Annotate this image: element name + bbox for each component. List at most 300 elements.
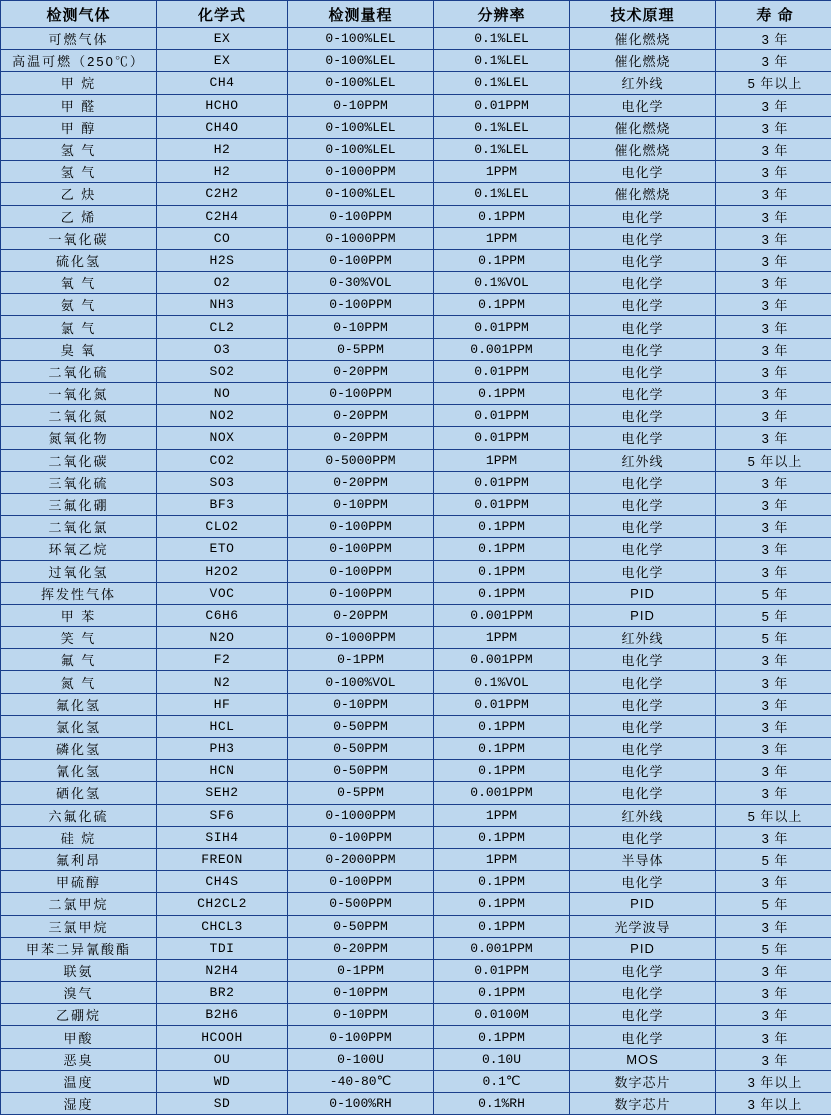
cell-technology: 催化燃烧 xyxy=(570,116,716,138)
cell-technology: MOS xyxy=(570,1048,716,1070)
cell-technology: 电化学 xyxy=(570,205,716,227)
cell-range: 0-1000PPM xyxy=(288,804,434,826)
cell-lifetime: 3 年 xyxy=(716,560,831,582)
cell-range: 0-20PPM xyxy=(288,360,434,382)
cell-formula: ETO xyxy=(157,538,288,560)
column-header-range: 检测量程 xyxy=(288,1,434,28)
cell-range: 0-20PPM xyxy=(288,471,434,493)
cell-technology: 数字芯片 xyxy=(570,1093,716,1115)
cell-gas-name: 湿度 xyxy=(1,1093,157,1115)
cell-range: 0-100PPM xyxy=(288,826,434,848)
cell-resolution: 0.1PPM xyxy=(434,760,570,782)
cell-lifetime: 5 年以上 xyxy=(716,72,831,94)
cell-lifetime: 5 年 xyxy=(716,604,831,626)
cell-formula: CH2CL2 xyxy=(157,893,288,915)
cell-range: 0-5PPM xyxy=(288,338,434,360)
cell-resolution: 0.1PPM xyxy=(434,516,570,538)
table-row xyxy=(1,937,831,959)
cell-technology: 电化学 xyxy=(570,94,716,116)
cell-lifetime: 3 年 xyxy=(716,516,831,538)
cell-formula: CO2 xyxy=(157,449,288,471)
cell-resolution: 0.1%LEL xyxy=(434,28,570,50)
cell-formula: H2S xyxy=(157,249,288,271)
cell-technology: 电化学 xyxy=(570,649,716,671)
cell-lifetime: 3 年 xyxy=(716,272,831,294)
cell-formula: H2 xyxy=(157,138,288,160)
cell-range: 0-100%LEL xyxy=(288,28,434,50)
cell-gas-name: 氰化氢 xyxy=(1,760,157,782)
cell-gas-name: 氮氧化物 xyxy=(1,427,157,449)
cell-resolution: 0.01PPM xyxy=(434,693,570,715)
cell-gas-name: 氟 气 xyxy=(1,649,157,671)
cell-range: 0-100PPM xyxy=(288,1026,434,1048)
table-header-row xyxy=(1,1,831,28)
cell-formula: B2H6 xyxy=(157,1004,288,1026)
cell-range: 0-20PPM xyxy=(288,427,434,449)
cell-resolution: 0.1PPM xyxy=(434,560,570,582)
cell-resolution: 0.1℃ xyxy=(434,1070,570,1092)
cell-gas-name: 二氧化氯 xyxy=(1,516,157,538)
table-row xyxy=(1,471,831,493)
cell-lifetime: 3 年 xyxy=(716,538,831,560)
table-row xyxy=(1,560,831,582)
cell-resolution: 0.1PPM xyxy=(434,249,570,271)
cell-lifetime: 3 年 xyxy=(716,1004,831,1026)
cell-formula: SEH2 xyxy=(157,782,288,804)
cell-lifetime: 3 年 xyxy=(716,338,831,360)
cell-formula: C2H2 xyxy=(157,183,288,205)
cell-gas-name: 硒化氢 xyxy=(1,782,157,804)
cell-resolution: 0.01PPM xyxy=(434,471,570,493)
cell-gas-name: 恶臭 xyxy=(1,1048,157,1070)
cell-technology: 电化学 xyxy=(570,405,716,427)
table-row xyxy=(1,738,831,760)
cell-range: 0-100%LEL xyxy=(288,116,434,138)
cell-lifetime: 5 年以上 xyxy=(716,449,831,471)
cell-technology: 数字芯片 xyxy=(570,1070,716,1092)
cell-lifetime: 3 年 xyxy=(716,94,831,116)
cell-range: 0-50PPM xyxy=(288,738,434,760)
cell-resolution: 0.001PPM xyxy=(434,937,570,959)
cell-resolution: 0.1%VOL xyxy=(434,272,570,294)
table-row xyxy=(1,693,831,715)
cell-formula: H2 xyxy=(157,161,288,183)
cell-technology: 电化学 xyxy=(570,871,716,893)
cell-resolution: 0.10U xyxy=(434,1048,570,1070)
cell-technology: 电化学 xyxy=(570,760,716,782)
cell-lifetime: 3 年 xyxy=(716,649,831,671)
cell-technology: 电化学 xyxy=(570,560,716,582)
table-row xyxy=(1,360,831,382)
cell-formula: NO xyxy=(157,383,288,405)
cell-formula: HCOOH xyxy=(157,1026,288,1048)
cell-resolution: 0.1PPM xyxy=(434,383,570,405)
cell-technology: 红外线 xyxy=(570,627,716,649)
cell-formula: CH4 xyxy=(157,72,288,94)
column-header-technology: 技术原理 xyxy=(570,1,716,28)
cell-lifetime: 5 年 xyxy=(716,627,831,649)
cell-resolution: 0.001PPM xyxy=(434,649,570,671)
cell-resolution: 0.01PPM xyxy=(434,94,570,116)
cell-gas-name: 六氟化硫 xyxy=(1,804,157,826)
cell-technology: 电化学 xyxy=(570,427,716,449)
cell-gas-name: 乙 烯 xyxy=(1,205,157,227)
cell-lifetime: 3 年 xyxy=(716,227,831,249)
cell-resolution: 0.001PPM xyxy=(434,604,570,626)
cell-gas-name: 可燃气体 xyxy=(1,28,157,50)
cell-resolution: 0.1PPM xyxy=(434,915,570,937)
cell-gas-name: 过氧化氢 xyxy=(1,560,157,582)
table-row xyxy=(1,249,831,271)
cell-gas-name: 三氯甲烷 xyxy=(1,915,157,937)
cell-range: 0-50PPM xyxy=(288,915,434,937)
cell-gas-name: 氢 气 xyxy=(1,161,157,183)
cell-formula: PH3 xyxy=(157,738,288,760)
table-row xyxy=(1,493,831,515)
cell-formula: HCL xyxy=(157,715,288,737)
table-row xyxy=(1,804,831,826)
cell-gas-name: 挥发性气体 xyxy=(1,582,157,604)
cell-formula: N2H4 xyxy=(157,959,288,981)
table-row xyxy=(1,338,831,360)
cell-range: 0-100PPM xyxy=(288,582,434,604)
cell-formula: C2H4 xyxy=(157,205,288,227)
cell-formula: EX xyxy=(157,28,288,50)
cell-resolution: 0.1PPM xyxy=(434,1026,570,1048)
cell-technology: PID xyxy=(570,893,716,915)
cell-formula: N2 xyxy=(157,671,288,693)
table-row xyxy=(1,1026,831,1048)
cell-resolution: 0.1PPM xyxy=(434,826,570,848)
cell-lifetime: 3 年 xyxy=(716,405,831,427)
cell-technology: 电化学 xyxy=(570,738,716,760)
cell-gas-name: 氟利昂 xyxy=(1,848,157,870)
cell-technology: PID xyxy=(570,937,716,959)
cell-gas-name: 磷化氢 xyxy=(1,738,157,760)
cell-range: 0-100PPM xyxy=(288,249,434,271)
cell-resolution: 0.1PPM xyxy=(434,871,570,893)
cell-range: 0-20PPM xyxy=(288,937,434,959)
cell-formula: BF3 xyxy=(157,493,288,515)
cell-gas-name: 二氯甲烷 xyxy=(1,893,157,915)
cell-technology: 红外线 xyxy=(570,449,716,471)
table-row xyxy=(1,383,831,405)
cell-formula: CLO2 xyxy=(157,516,288,538)
cell-technology: 光学波导 xyxy=(570,915,716,937)
cell-range: 0-100PPM xyxy=(288,516,434,538)
cell-technology: 电化学 xyxy=(570,982,716,1004)
cell-resolution: 0.1PPM xyxy=(434,738,570,760)
cell-lifetime: 3 年 xyxy=(716,671,831,693)
cell-technology: 催化燃烧 xyxy=(570,50,716,72)
cell-range: 0-5000PPM xyxy=(288,449,434,471)
cell-resolution: 1PPM xyxy=(434,848,570,870)
cell-formula: BR2 xyxy=(157,982,288,1004)
column-header-lifetime: 寿 命 xyxy=(716,1,831,28)
table-row xyxy=(1,28,831,50)
cell-range: 0-100%LEL xyxy=(288,138,434,160)
table-row xyxy=(1,50,831,72)
table-row xyxy=(1,715,831,737)
cell-lifetime: 3 年 xyxy=(716,116,831,138)
cell-resolution: 0.1%RH xyxy=(434,1093,570,1115)
cell-technology: 电化学 xyxy=(570,360,716,382)
cell-technology: 电化学 xyxy=(570,493,716,515)
cell-technology: 催化燃烧 xyxy=(570,183,716,205)
cell-formula: WD xyxy=(157,1070,288,1092)
cell-lifetime: 5 年 xyxy=(716,937,831,959)
cell-gas-name: 甲酸 xyxy=(1,1026,157,1048)
cell-formula: FREON xyxy=(157,848,288,870)
cell-range: 0-10PPM xyxy=(288,316,434,338)
cell-range: 0-2000PPM xyxy=(288,848,434,870)
cell-lifetime: 3 年 xyxy=(716,471,831,493)
cell-formula: CL2 xyxy=(157,316,288,338)
cell-gas-name: 氟化氢 xyxy=(1,693,157,715)
cell-gas-name: 三氧化硫 xyxy=(1,471,157,493)
cell-lifetime: 3 年 xyxy=(716,294,831,316)
cell-formula: VOC xyxy=(157,582,288,604)
cell-gas-name: 氧 气 xyxy=(1,272,157,294)
cell-gas-name: 氢 气 xyxy=(1,138,157,160)
cell-lifetime: 3 年 xyxy=(716,826,831,848)
cell-range: 0-30%VOL xyxy=(288,272,434,294)
cell-formula: NO2 xyxy=(157,405,288,427)
table-body xyxy=(1,28,831,1115)
cell-lifetime: 5 年 xyxy=(716,582,831,604)
cell-lifetime: 3 年 xyxy=(716,161,831,183)
cell-technology: 电化学 xyxy=(570,516,716,538)
cell-technology: 电化学 xyxy=(570,538,716,560)
cell-technology: 电化学 xyxy=(570,316,716,338)
cell-range: 0-1PPM xyxy=(288,649,434,671)
table-row xyxy=(1,538,831,560)
cell-formula: HCN xyxy=(157,760,288,782)
cell-resolution: 1PPM xyxy=(434,449,570,471)
cell-resolution: 0.01PPM xyxy=(434,405,570,427)
cell-technology: 电化学 xyxy=(570,272,716,294)
cell-gas-name: 温度 xyxy=(1,1070,157,1092)
cell-lifetime: 3 年 xyxy=(716,427,831,449)
cell-technology: 电化学 xyxy=(570,1026,716,1048)
cell-range: 0-1000PPM xyxy=(288,161,434,183)
cell-lifetime: 3 年 xyxy=(716,782,831,804)
cell-lifetime: 3 年 xyxy=(716,738,831,760)
cell-gas-name: 二氧化碳 xyxy=(1,449,157,471)
table-row xyxy=(1,449,831,471)
cell-formula: H2O2 xyxy=(157,560,288,582)
cell-technology: 电化学 xyxy=(570,161,716,183)
cell-gas-name: 乙 炔 xyxy=(1,183,157,205)
cell-resolution: 0.1%LEL xyxy=(434,138,570,160)
table-row xyxy=(1,183,831,205)
cell-lifetime: 5 年 xyxy=(716,893,831,915)
cell-technology: PID xyxy=(570,582,716,604)
cell-gas-name: 一氧化碳 xyxy=(1,227,157,249)
cell-formula: CH4O xyxy=(157,116,288,138)
cell-technology: 电化学 xyxy=(570,826,716,848)
cell-lifetime: 3 年 xyxy=(716,493,831,515)
cell-resolution: 0.1PPM xyxy=(434,582,570,604)
cell-resolution: 0.1PPM xyxy=(434,893,570,915)
table-row xyxy=(1,116,831,138)
cell-formula: CO xyxy=(157,227,288,249)
cell-lifetime: 3 年 xyxy=(716,915,831,937)
cell-formula: SIH4 xyxy=(157,826,288,848)
table-row xyxy=(1,671,831,693)
cell-range: 0-10PPM xyxy=(288,693,434,715)
cell-formula: CHCL3 xyxy=(157,915,288,937)
table-row xyxy=(1,871,831,893)
cell-range: 0-1PPM xyxy=(288,959,434,981)
cell-formula: SO2 xyxy=(157,360,288,382)
cell-resolution: 0.1PPM xyxy=(434,538,570,560)
cell-formula: CH4S xyxy=(157,871,288,893)
table-row xyxy=(1,1048,831,1070)
cell-lifetime: 3 年 xyxy=(716,360,831,382)
cell-gas-name: 硅 烷 xyxy=(1,826,157,848)
cell-gas-name: 臭 氧 xyxy=(1,338,157,360)
cell-resolution: 1PPM xyxy=(434,161,570,183)
cell-lifetime: 3 年 xyxy=(716,1026,831,1048)
table-row xyxy=(1,760,831,782)
column-header-gas-name: 检测气体 xyxy=(1,1,157,28)
cell-technology: 电化学 xyxy=(570,294,716,316)
table-row xyxy=(1,316,831,338)
table-row xyxy=(1,893,831,915)
cell-gas-name: 乙硼烷 xyxy=(1,1004,157,1026)
cell-resolution: 0.01PPM xyxy=(434,427,570,449)
cell-resolution: 0.001PPM xyxy=(434,338,570,360)
cell-technology: 红外线 xyxy=(570,804,716,826)
table-row xyxy=(1,294,831,316)
cell-lifetime: 3 年 xyxy=(716,760,831,782)
cell-resolution: 0.1PPM xyxy=(434,294,570,316)
table-row xyxy=(1,982,831,1004)
cell-formula: O3 xyxy=(157,338,288,360)
cell-range: 0-20PPM xyxy=(288,604,434,626)
cell-formula: SD xyxy=(157,1093,288,1115)
cell-resolution: 1PPM xyxy=(434,804,570,826)
cell-technology: 电化学 xyxy=(570,227,716,249)
cell-technology: 半导体 xyxy=(570,848,716,870)
cell-range: 0-500PPM xyxy=(288,893,434,915)
cell-range: 0-10PPM xyxy=(288,493,434,515)
cell-lifetime: 3 年 xyxy=(716,249,831,271)
table-row xyxy=(1,627,831,649)
cell-range: 0-100PPM xyxy=(288,560,434,582)
table-row xyxy=(1,94,831,116)
cell-technology: 电化学 xyxy=(570,249,716,271)
cell-lifetime: 3 年 xyxy=(716,50,831,72)
cell-gas-name: 二氧化氮 xyxy=(1,405,157,427)
cell-gas-name: 氮 气 xyxy=(1,671,157,693)
cell-resolution: 0.01PPM xyxy=(434,316,570,338)
table-row xyxy=(1,826,831,848)
cell-technology: 催化燃烧 xyxy=(570,138,716,160)
cell-technology: 电化学 xyxy=(570,1004,716,1026)
cell-range: 0-50PPM xyxy=(288,715,434,737)
table-row xyxy=(1,227,831,249)
cell-technology: 电化学 xyxy=(570,671,716,693)
table-row xyxy=(1,161,831,183)
table-row xyxy=(1,205,831,227)
cell-lifetime: 3 年以上 xyxy=(716,1070,831,1092)
cell-resolution: 0.1PPM xyxy=(434,982,570,1004)
cell-resolution: 0.0100M xyxy=(434,1004,570,1026)
cell-range: 0-100%LEL xyxy=(288,50,434,72)
cell-gas-name: 甲硫醇 xyxy=(1,871,157,893)
column-header-resolution: 分辨率 xyxy=(434,1,570,28)
cell-resolution: 0.1%LEL xyxy=(434,183,570,205)
cell-lifetime: 3 年 xyxy=(716,28,831,50)
cell-resolution: 0.001PPM xyxy=(434,782,570,804)
column-header-formula: 化学式 xyxy=(157,1,288,28)
cell-formula: NOX xyxy=(157,427,288,449)
cell-technology: 电化学 xyxy=(570,471,716,493)
cell-gas-name: 氨 气 xyxy=(1,294,157,316)
cell-technology: 电化学 xyxy=(570,782,716,804)
cell-range: 0-100PPM xyxy=(288,871,434,893)
cell-resolution: 0.1%LEL xyxy=(434,50,570,72)
cell-gas-name: 甲 醇 xyxy=(1,116,157,138)
cell-lifetime: 3 年 xyxy=(716,316,831,338)
cell-range: 0-5PPM xyxy=(288,782,434,804)
table-row xyxy=(1,1004,831,1026)
cell-range: 0-100PPM xyxy=(288,294,434,316)
cell-gas-name: 氯化氢 xyxy=(1,715,157,737)
table-row xyxy=(1,848,831,870)
cell-lifetime: 3 年 xyxy=(716,871,831,893)
cell-range: 0-100%LEL xyxy=(288,72,434,94)
cell-range: 0-100%VOL xyxy=(288,671,434,693)
table-row xyxy=(1,604,831,626)
cell-formula: HF xyxy=(157,693,288,715)
table-row xyxy=(1,1093,831,1115)
cell-gas-name: 环氧乙烷 xyxy=(1,538,157,560)
cell-resolution: 0.1%VOL xyxy=(434,671,570,693)
cell-resolution: 0.01PPM xyxy=(434,959,570,981)
cell-formula: SF6 xyxy=(157,804,288,826)
cell-range: 0-50PPM xyxy=(288,760,434,782)
table-row xyxy=(1,959,831,981)
cell-technology: 催化燃烧 xyxy=(570,28,716,50)
table-row xyxy=(1,516,831,538)
cell-resolution: 0.01PPM xyxy=(434,493,570,515)
cell-lifetime: 3 年 xyxy=(716,959,831,981)
cell-lifetime: 3 年 xyxy=(716,383,831,405)
cell-gas-name: 高温可燃（250℃） xyxy=(1,50,157,72)
table-row xyxy=(1,915,831,937)
cell-range: 0-100%LEL xyxy=(288,183,434,205)
cell-resolution: 0.1%LEL xyxy=(434,116,570,138)
table-row xyxy=(1,649,831,671)
cell-gas-name: 三氟化硼 xyxy=(1,493,157,515)
cell-resolution: 1PPM xyxy=(434,627,570,649)
cell-resolution: 0.1%LEL xyxy=(434,72,570,94)
cell-range: 0-100%RH xyxy=(288,1093,434,1115)
cell-formula: OU xyxy=(157,1048,288,1070)
cell-formula: EX xyxy=(157,50,288,72)
cell-lifetime: 3 年 xyxy=(716,982,831,1004)
cell-range: -40-80℃ xyxy=(288,1070,434,1092)
cell-range: 0-10PPM xyxy=(288,1004,434,1026)
table-row xyxy=(1,1070,831,1092)
cell-gas-name: 二氧化硫 xyxy=(1,360,157,382)
cell-formula: NH3 xyxy=(157,294,288,316)
cell-lifetime: 5 年 xyxy=(716,848,831,870)
cell-technology: 红外线 xyxy=(570,72,716,94)
